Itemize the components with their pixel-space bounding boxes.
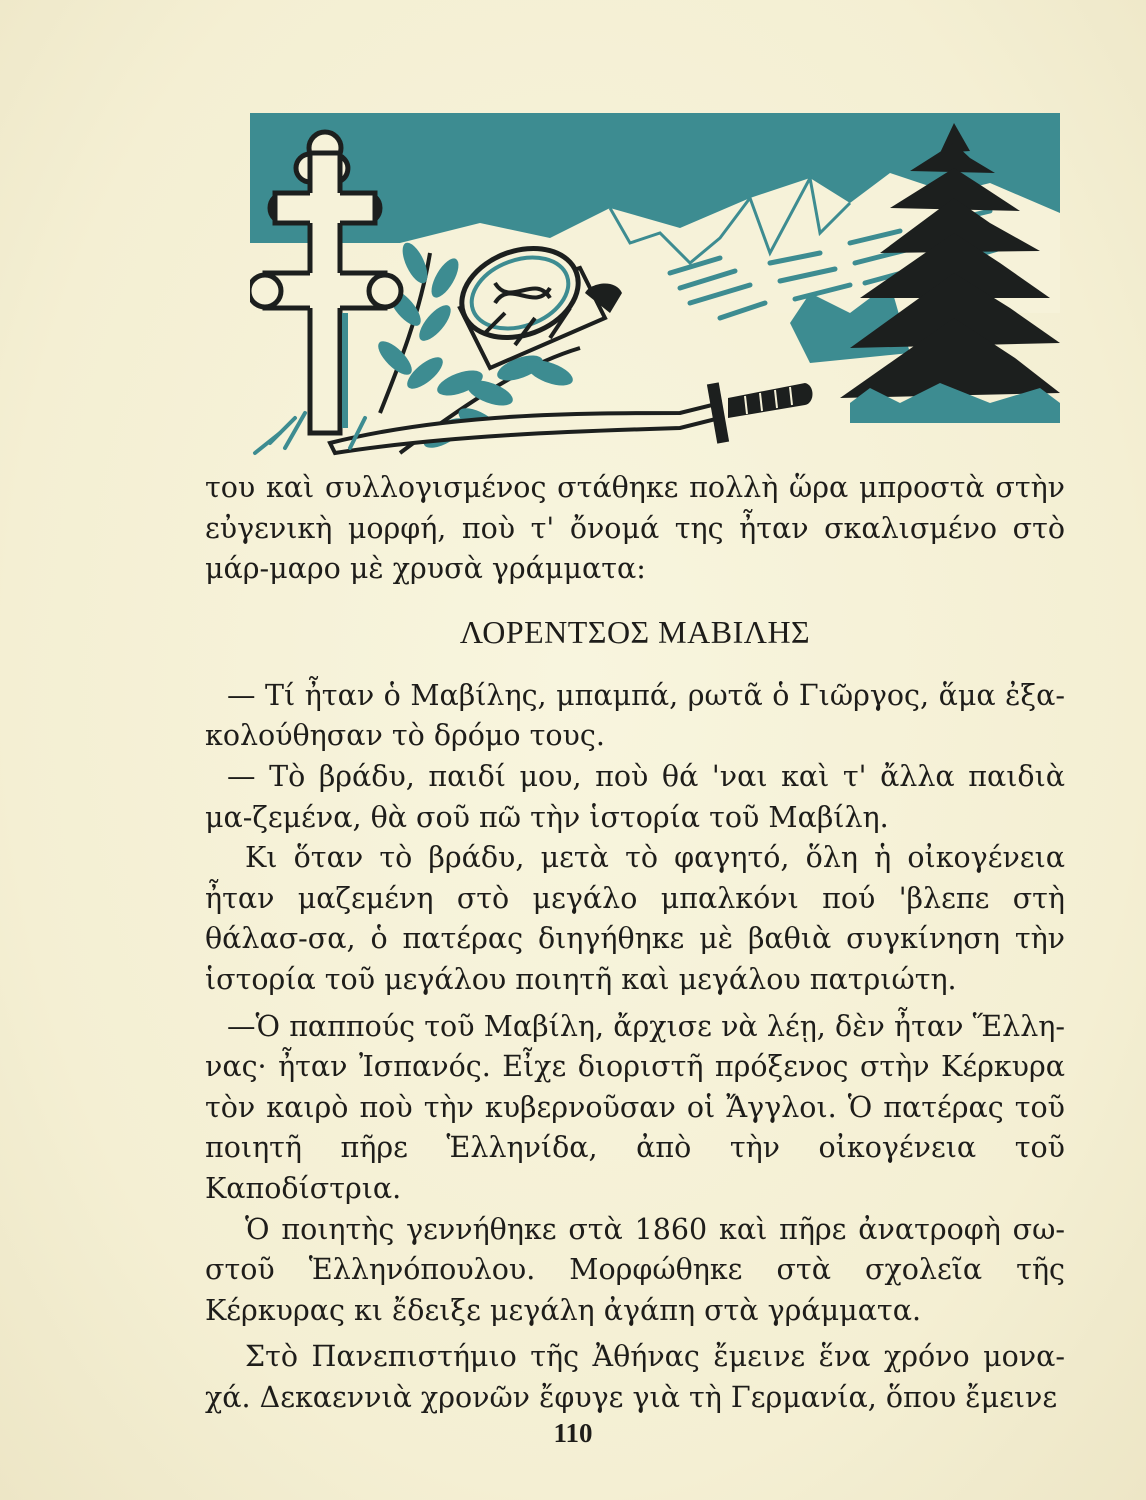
paragraph-grandfather: —Ὁ παππούς τοῦ Μαβίλη, ἄρχισε νὰ λέῃ, δὲν ἦταν Ἕλλη-νας· ἦταν Ἰσπανός. Εἶχε διοριστῆ πρόξενος στὴν Κέρκυρα τὸν καιρὸ ποὺ τὴν κυβερνοῦσαν οἱ Ἄγγλοι. Ὁ πατέρας τοῦ ποιητῆ πῆρε Ἑλληνίδα, ἀπὸ τὴν οἰκογένεια τοῦ Καποδίστρια. — [205, 1009, 1065, 1205]
poet-name-heading: ΛΟΡΕΝΤΣΟΣ ΜΑΒΙΛΗΣ — [459, 613, 811, 650]
chapter-illustration — [250, 113, 1060, 468]
sword-icon — [330, 382, 813, 453]
paragraph-evening: Κι ὅταν τὸ βράδυ, μετὰ τὸ φαγητό, ὅλη ἡ οἰκογένεια ἦταν μαζεμένη στὸ μεγάλο μπαλκόνι πού 'βλεπε στὴ θάλασ-σα, ὁ πατέρας διηγήθηκε μὲ βαθιὰ συγκίνηση τὴν ἱστορία τοῦ μεγάλου ποιητῆ καὶ μεγάλου πατριώτη. — [205, 841, 1065, 996]
paragraph-birth: Ὁ ποιητὴς γεννήθηκε στὰ 1860 καὶ πῆρε ἀνατροφὴ σω-στοῦ Ἑλληνόπουλου. Μορφώθηκε στὰ σχολεῖα τῆς Κέρκυρας κι ἔδειξε μεγάλη ἀγάπη στὰ γράμματα. — [205, 1212, 1065, 1327]
illustration-svg — [250, 113, 1060, 468]
paragraph-continuation: του καὶ συλλογισμένος στάθηκε πολλὴ ὥρα μπροστὰ στὴν εὐγενικὴ μορφή, ποὺ τ' ὄνομά της ἦταν σκαλισμένο στὸ μάρ-μαρο μὲ χρυσὰ γράμματα: — [205, 471, 1065, 586]
paragraph-question: — Τί ἦταν ὁ Μαβίλης, μπαμπά, ρωτᾶ ὁ Γιῶργος, ἅμα ἐξα-κολούθησαν τὸ δρόμο τους. — [205, 678, 1065, 753]
paragraph-university: Στὸ Πανεπιστήμιο τῆς Ἀθήνας ἔμεινε ἕνα χρόνο μονα-χά. Δεκαεννιὰ χρονῶν ἔφυγε γιὰ τὴ Γερμανία, ὅπου ἔμεινε — [205, 1340, 1065, 1414]
paragraph-answer: — Τὸ βράδυ, παιδί μου, ποὺ θά 'ναι καὶ τ' ἄλλα παιδιὰ μα-ζεμένα, θὰ σοῦ πῶ τὴν ἱστορία τοῦ Μαβίλη. — [205, 759, 1065, 834]
body-text — [205, 468, 1065, 1418]
page-number: 110 — [553, 1418, 593, 1448]
